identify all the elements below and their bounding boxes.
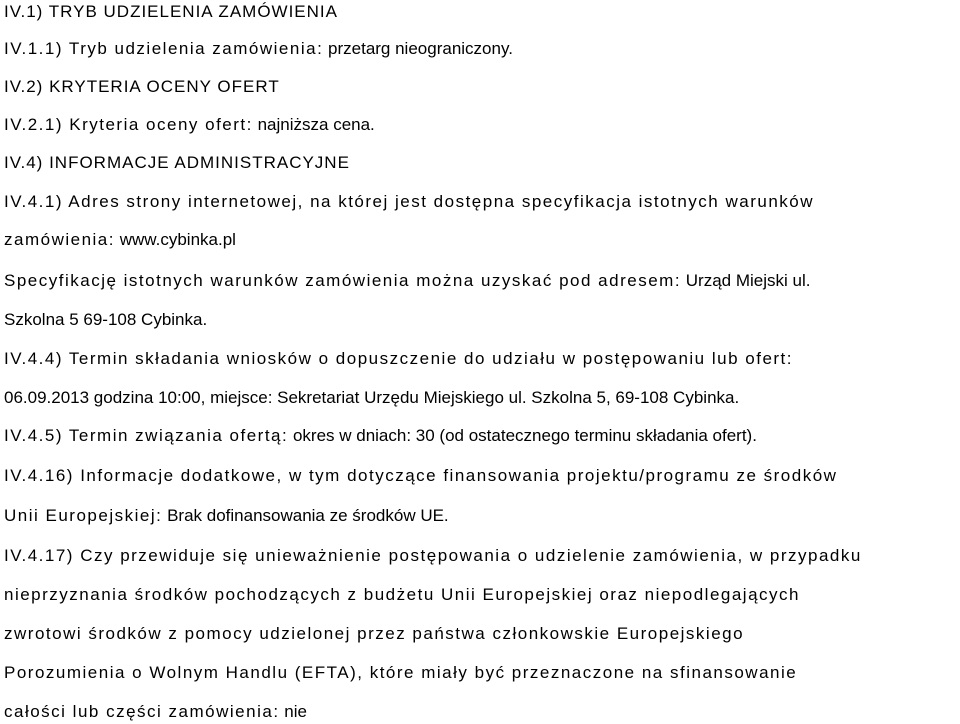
line-text: Porozumienia o Wolnym Handlu (EFTA), które miały być przeznaczone na sfinansowanie bbox=[4, 663, 798, 682]
paragraph-line bbox=[4, 192, 814, 212]
website-line bbox=[4, 230, 236, 250]
line-value: nie bbox=[279, 702, 307, 721]
line-value: najniższa cena. bbox=[252, 115, 375, 134]
line-value: okres w dniach: 30 (od ostatecznego terminu składania ofert). bbox=[288, 426, 757, 445]
line-value: 06.09.2013 godzina 10:00, miejsce: Sekretariat Urzędu Miejskiego ul. Szkolna 5, 69-108 Cybinka. bbox=[4, 388, 740, 407]
paragraph-line bbox=[4, 624, 744, 644]
line-text: zwrotowi środków z pomocy udzielonej przez państwa członkowskie Europejskiego bbox=[4, 624, 745, 643]
line-text: IV.4.17) Czy przewiduje się unieważnienie postępowania o udzielenie zamówienia, w przypadku bbox=[4, 546, 862, 565]
paragraph-line bbox=[4, 506, 449, 526]
paragraph-line bbox=[4, 310, 207, 330]
paragraph-line bbox=[4, 466, 837, 486]
section-heading bbox=[4, 77, 280, 97]
paragraph-line bbox=[4, 271, 810, 291]
criteria-line bbox=[4, 115, 375, 135]
line-label: IV.1.1) Tryb udzielenia zamówienia: bbox=[4, 39, 324, 58]
paragraph-line bbox=[4, 702, 307, 722]
paragraph-line bbox=[4, 388, 739, 408]
line-label: Specyfikację istotnych warunków zamówienia można uzyskać pod adresem: bbox=[4, 271, 682, 290]
line-label: całości lub części zamówienia: bbox=[4, 702, 280, 721]
paragraph-line bbox=[4, 585, 800, 605]
line-label: IV.2.1) Kryteria oceny ofert: bbox=[4, 115, 253, 134]
line-value: Urząd Miejski ul. bbox=[681, 271, 811, 290]
line-text: IV.4) INFORMACJE ADMINISTRACYJNE bbox=[4, 153, 350, 172]
line-value: przetarg nieograniczony. bbox=[323, 39, 513, 58]
line-value: Szkolna 5 69-108 Cybinka. bbox=[4, 310, 208, 329]
procedure-type-line bbox=[4, 39, 513, 59]
paragraph-line bbox=[4, 546, 862, 566]
line-label: Unii Europejskiej: bbox=[4, 506, 163, 525]
paragraph-line bbox=[4, 426, 757, 446]
line-text: nieprzyznania środków pochodzących z budżetu Unii Europejskiej oraz niepodlegających bbox=[4, 585, 800, 604]
section-heading bbox=[4, 2, 338, 22]
website-link: www.cybinka.pl bbox=[115, 230, 236, 249]
section-heading bbox=[4, 153, 350, 173]
line-text: IV.2) KRYTERIA OCENY OFERT bbox=[4, 77, 280, 96]
line-label: IV.4.4) Termin składania wniosków o dopuszczenie do udziału w postępowaniu lub ofert: bbox=[4, 349, 794, 368]
line-text: IV.1) TRYB UDZIELENIA ZAMÓWIENIA bbox=[4, 2, 338, 21]
paragraph-line bbox=[4, 349, 793, 369]
line-value: Brak dofinansowania ze środków UE. bbox=[162, 506, 449, 525]
line-label: IV.4.5) Termin związania ofertą: bbox=[4, 426, 289, 445]
line-text: IV.4.16) Informacje dodatkowe, w tym dotyczące finansowania projektu/programu ze środków bbox=[4, 466, 838, 485]
line-text: IV.4.1) Adres strony internetowej, na której jest dostępna specyfikacja istotnych warunków bbox=[4, 192, 815, 211]
paragraph-line bbox=[4, 663, 797, 683]
line-label: zamówienia: bbox=[4, 230, 115, 249]
